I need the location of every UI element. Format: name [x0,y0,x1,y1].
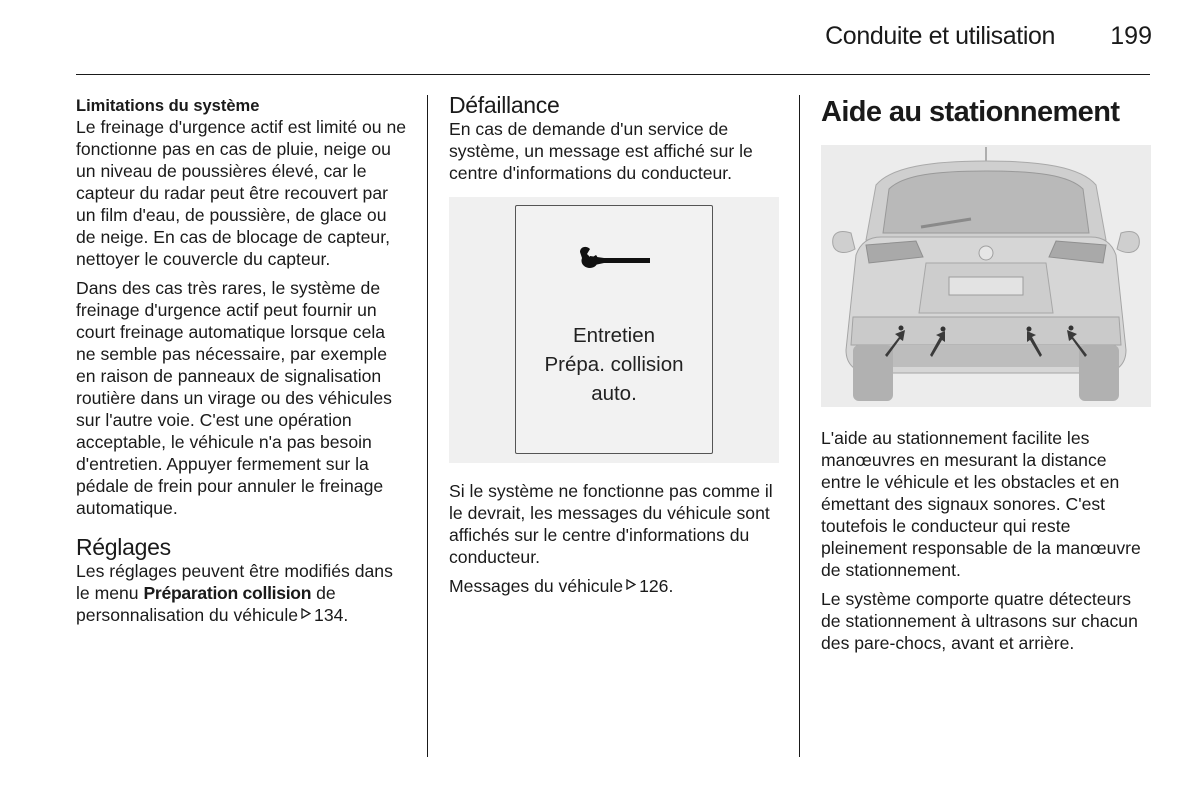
column-divider-2 [799,95,800,757]
page-number: 199 [1110,22,1152,50]
column-divider-1 [427,95,428,757]
paragraph-reglages: Les réglages peuvent être modifiés dans le menu Préparation collision de personnalisation du véhicule 134. [76,561,393,625]
driver-info-display [515,205,713,454]
paragraph: Le freinage d'urgence actif est limité ou ne fonctionne pas en cas de pluie, neige ou un niveau de poussières élevé, car le capteur du radar peut être recouvert par un film d'eau, de poussière, de glace ou de neige. En cas de blocage de capteur, nettoyer le couvercle du capteur. [76,117,407,269]
page-reference[interactable]: 134. [314,605,349,625]
page-reference[interactable]: 126. [639,576,674,596]
display-line: Entretien [572,324,656,347]
column-right [821,92,1151,654]
paragraph: Si le système ne fonctionne pas comme il le devrait, les messages du véhicule sont affichés sur le centre d'informations du conducteur. [449,481,773,567]
header-divider [76,74,1150,75]
driver-info-display-figure [449,197,779,463]
section-heading-aide-stationnement: Aide au stationnement [821,96,1120,128]
section-subheading: Limitations du système [76,97,260,115]
column-middle [449,92,779,598]
car-rear-sensors-illustration [821,145,1151,407]
paragraph: Le système comporte quatre détecteurs de stationnement à ultrasons sur chacun des pare-chocs, avant et arrière. [821,589,1138,653]
section-heading-reglages: Réglages [76,534,171,560]
column-left [76,92,408,627]
chapter-title: Conduite et utilisation [825,22,1055,50]
display-message [516,321,712,408]
paragraph: L'aide au stationnement facilite les manœuvres en mesurant la distance entre le véhicule et les obstacles et en émettant des signaux sonores. C'est toutefois le conducteur qui reste pleinement responsable de la manœuvre de stationnement. [821,428,1141,580]
arrow-right-outline-icon [626,576,636,598]
paragraph: Dans des cas très rares, le système de freinage d'urgence actif peut fournir un court freinage automatique lorsque cela ne semble pas nécessaire, par exemple en raison de panneaux de signalisation routière dans un virage ou des véhicules sur l'autre voie. C'est une opération acceptable, le véhicule n'a pas besoin d'entretien. Appuyer fermement sur la pédale de frein pour annuler le freinage automatique. [76,278,392,518]
wrench-icon [578,246,652,274]
display-line: auto. [591,382,637,405]
arrow-right-outline-icon [301,605,311,627]
section-heading-defaillance: Défaillance [449,92,560,118]
paragraph: En cas de demande d'un service de système, un message est affiché sur le centre d'informations du conducteur. [449,119,753,183]
cross-reference: Messages du véhicule 126. [449,576,674,596]
menu-name: Préparation collision [143,583,312,603]
display-line: Prépa. collision [544,353,684,376]
